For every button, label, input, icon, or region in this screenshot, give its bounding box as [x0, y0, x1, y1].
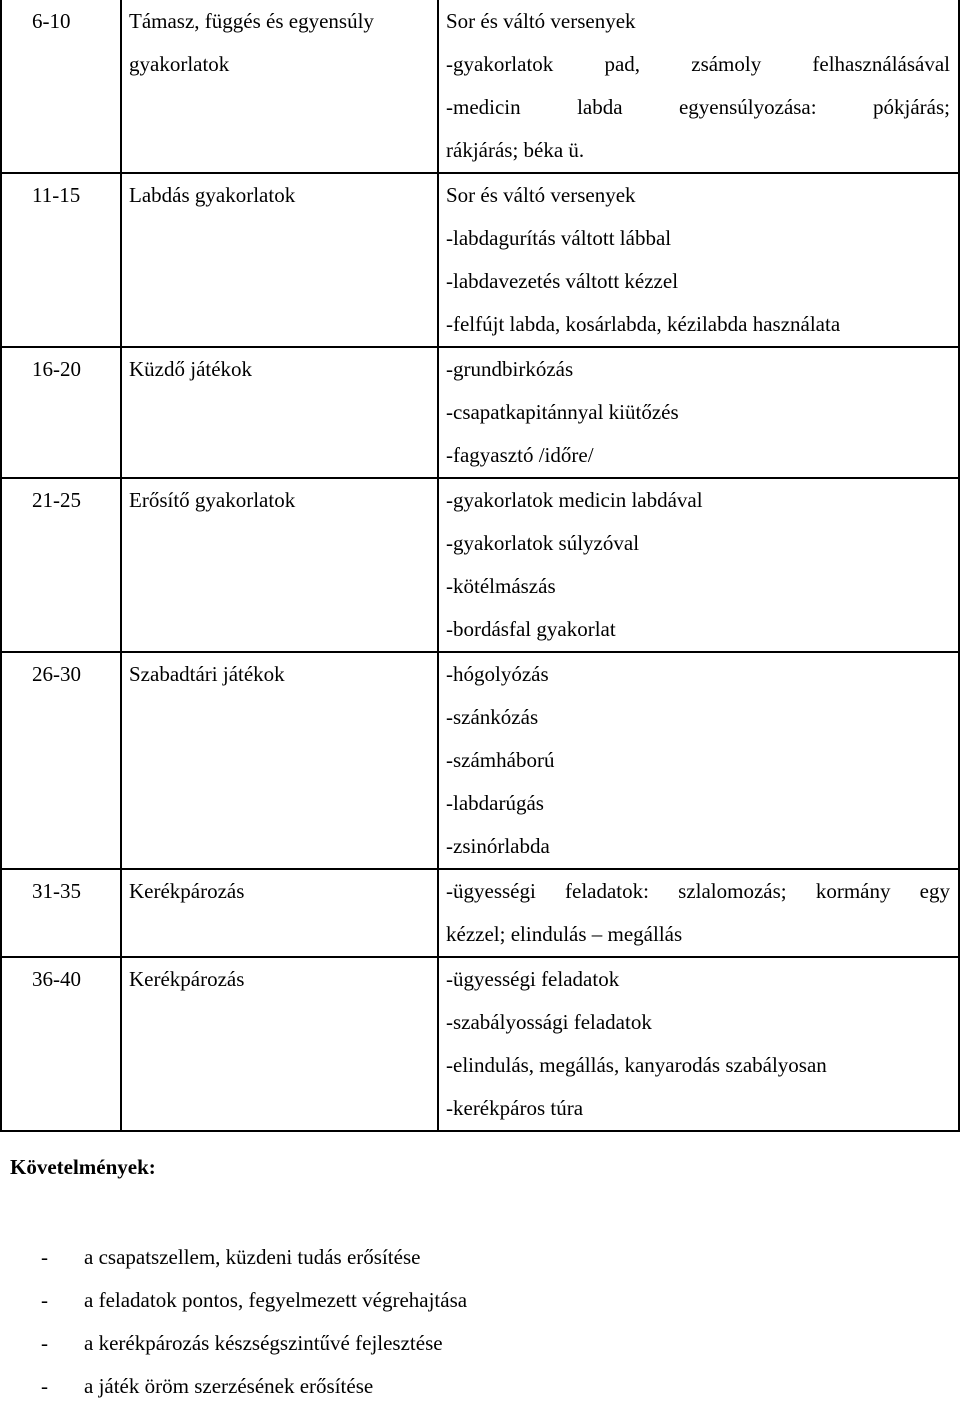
topic-line: Szabadtári játékok [129, 662, 285, 686]
topic-cell [121, 957, 438, 1131]
activity-item: -felfújt labda, kosárlabda, kézilabda használata [446, 312, 841, 336]
activity-item: -elindulás, megállás, kanyarodás szabályosan [446, 1053, 827, 1077]
table-row [1, 347, 959, 478]
activity-item: -kerékpáros túra [446, 1096, 584, 1120]
hours-cell: 26-30 [1, 652, 121, 869]
list-item [0, 1236, 467, 1279]
activity-item: -fagyasztó /időre/ [446, 443, 594, 467]
topic-cell [121, 652, 438, 869]
activities-cell [438, 869, 959, 957]
activity-item: -grundbirkózás [446, 357, 574, 381]
table-row [1, 957, 959, 1131]
table-row [1, 652, 959, 869]
table-row [1, 869, 959, 957]
hours-cell: 36-40 [1, 957, 121, 1131]
bullet-dash: - [41, 1288, 48, 1312]
topic-cell [121, 869, 438, 957]
activity-item: -zsinórlabda [446, 834, 550, 858]
activity-item: -labdagurítás váltott lábbal [446, 226, 672, 250]
topic-line: Kerékpározás [129, 967, 245, 991]
hours-cell: 31-35 [1, 869, 121, 957]
activities-cell [438, 478, 959, 652]
activity-item: -labdarúgás [446, 791, 544, 815]
activity-item: -medicin labda egyensúlyozása: pókjárás; [446, 95, 950, 119]
activity-item: -csapatkapitánnyal kiütőzés [446, 400, 679, 424]
activity-item: -szabályossági feladatok [446, 1010, 652, 1034]
topic-cell [121, 478, 438, 652]
activity-item: Sor és váltó versenyek [446, 9, 636, 33]
topic-cell [121, 0, 438, 173]
activity-item: -számháború [446, 748, 555, 772]
activity-item: rákjárás; béka ü. [446, 138, 585, 162]
activities-cell [438, 173, 959, 347]
list-item [0, 1322, 467, 1365]
requirements-title: Követelmények: [10, 1155, 156, 1179]
activity-item: -gyakorlatok medicin labdával [446, 488, 703, 512]
topic-line: gyakorlatok [129, 52, 230, 76]
topic-line: Küzdő játékok [129, 357, 253, 381]
bullet-dash: - [41, 1374, 48, 1398]
activity-item: -hógolyózás [446, 662, 549, 686]
activity-item: kézzel; elindulás – megállás [446, 922, 683, 946]
bullet-dash: - [41, 1245, 48, 1269]
activity-item: -ügyességi feladatok: szlalomozás; kormány egy [446, 879, 950, 903]
requirement-text: a feladatok pontos, fegyelmezett végrehajtása [84, 1288, 468, 1312]
activity-item: -kötélmászás [446, 574, 556, 598]
list-item [0, 1279, 467, 1322]
hours-cell: 6-10 [1, 0, 121, 173]
activity-item: -gyakorlatok súlyzóval [446, 531, 640, 555]
hours-cell: 11-15 [1, 173, 121, 347]
activity-item: Sor és váltó versenyek [446, 183, 636, 207]
activities-cell [438, 347, 959, 478]
table-row [1, 478, 959, 652]
bullet-dash: - [41, 1331, 48, 1355]
activities-cell [438, 0, 959, 173]
activity-item: -bordásfal gyakorlat [446, 617, 616, 641]
topic-cell [121, 173, 438, 347]
topic-line: Erősítő gyakorlatok [129, 488, 296, 512]
activities-cell [438, 652, 959, 869]
topic-line: Támasz, függés és egyensúly [129, 9, 374, 33]
table-row [1, 173, 959, 347]
activity-item: -ügyességi feladatok [446, 967, 620, 991]
topic-line: Labdás gyakorlatok [129, 183, 296, 207]
requirement-text: a játék öröm szerzésének erősítése [84, 1374, 374, 1398]
activity-item: -gyakorlatok pad, zsámoly felhasználásával [446, 52, 950, 76]
activity-item: -labdavezetés váltott kézzel [446, 269, 679, 293]
requirement-text: a kerékpározás készségszintűvé fejlesztése [84, 1331, 443, 1355]
requirements-list [0, 1236, 467, 1408]
topic-line: Kerékpározás [129, 879, 245, 903]
hours-cell: 21-25 [1, 478, 121, 652]
activities-cell [438, 957, 959, 1131]
schedule-body [1, 0, 959, 1131]
hours-cell: 16-20 [1, 347, 121, 478]
topic-cell [121, 347, 438, 478]
activity-item: -szánkózás [446, 705, 539, 729]
table-row [1, 0, 959, 173]
requirement-text: a csapatszellem, küzdeni tudás erősítése [84, 1245, 421, 1269]
